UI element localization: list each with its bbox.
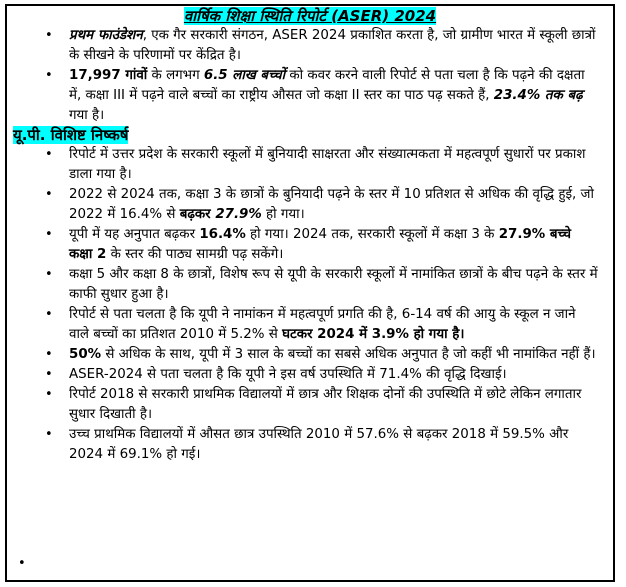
item-text: उच्च प्राथमिक विद्यालयों में औसत छात्र उपस्थिति 2010 में 57.6% से बढ़कर 2018 में 59.5% और 2024 में 69.1% हो गई।: [69, 427, 569, 462]
list-item: [7, 345, 613, 365]
item-text: रिपोर्ट 2018 से सरकारी प्राथमिक विद्यालयों में छात्र और शिक्षक दोनों की उपस्थिति में छोटे लेकिन लगातार सुधार दिखाती है।: [69, 387, 582, 422]
item-text: , एक गैर सरकारी संगठन, ASER 2024 प्रकाशित करता है, जो ग्रामीण भारत में स्कूली छात्रों के सीखने के परिणामों पर केंद्रित है।: [69, 28, 596, 63]
item-text: रिपोर्ट में उत्तर प्रदेश के सरकारी स्कूलों में बुनियादी साक्षरता और संख्यात्मकता में महत्वपूर्ण सुधारों पर प्रकाश डाला गया है।: [69, 147, 586, 182]
bullet-icon: •: [45, 427, 53, 442]
item-text: बढ़कर: [179, 207, 216, 222]
list-item: [7, 145, 613, 185]
bullet-icon: •: [45, 267, 53, 282]
item-text: 23.4% तक बढ़: [493, 88, 583, 103]
item-text: 2022 से 2024 तक, कक्षा 3 के छात्रों के बुनियादी पढ़ने के स्तर में 10 प्रतिशत से अधिक की वृद्धि हुई, जो 2022 में 16.4% से: [69, 187, 594, 222]
bullet-icon: •: [45, 227, 53, 242]
empty-bullet: •: [18, 556, 26, 571]
list-item: [7, 365, 613, 385]
item-text: यूपी में यह अनुपात बढ़कर: [69, 227, 200, 242]
bullet-icon: •: [45, 367, 53, 382]
item-text: 27.9%: [215, 207, 262, 222]
item-text: प्रथम फाउंडेशन: [69, 28, 143, 43]
list-item: [7, 305, 613, 345]
list-item: [7, 385, 613, 425]
list-item: [7, 265, 613, 305]
document-title: [7, 7, 613, 26]
bullet-icon: •: [45, 28, 53, 43]
bullet-icon: •: [45, 307, 53, 322]
bullet-icon: •: [45, 347, 53, 362]
bullet-icon: •: [45, 387, 53, 402]
item-text: के स्तर की पाठ्य सामग्री पढ़ सकेंगे।: [106, 247, 284, 262]
document-frame: [5, 4, 615, 582]
list-item: [7, 185, 613, 225]
item-text: से अधिक के साथ, यूपी में 3 साल के बच्चों का सबसे अधिक अनुपात है जो कहीं भी नामांकित नहीं हैं।: [101, 347, 596, 362]
item-text: हो गया।: [261, 207, 305, 222]
item-text: को कवर करने वाली रिपोर्ट से पता चला है कि पढ़ने की दक्षता में, कक्षा III में पढ़ने वाले बच्चों का राष्ट्रीय औसत जो कक्षा II स्तर का पाठ पढ़ सकते हैं,: [69, 68, 585, 103]
item-text: हो गया। 2024 तक, सरकारी स्कूलों में कक्षा 3 के: [245, 227, 499, 242]
item-text: के लगभग: [147, 68, 204, 83]
item-text: 27.9% बच्चे कक्षा 2: [69, 227, 572, 262]
list-item: [7, 225, 613, 265]
section-heading: [7, 126, 613, 145]
item-text: 6.5 लाख बच्चों: [203, 68, 286, 83]
item-text: गया है।: [69, 108, 105, 123]
item-text: ASER-2024 से पता चलता है कि यूपी ने इस वर्ष उपस्थिति में 71.4% की वृद्धि दिखाई।: [69, 367, 507, 382]
section-heading-text: यू.पी. विशिष्ट निष्कर्ष: [13, 126, 129, 144]
item-text: 17,997 गांवों: [69, 68, 148, 83]
item-text: 50%: [69, 347, 102, 362]
list-item: [7, 26, 613, 66]
item-text: घटकर 2024 में 3.9% हो गया है।: [282, 327, 465, 342]
bullet-icon: •: [45, 68, 53, 83]
item-text: रिपोर्ट से पता चलता है कि यूपी ने नामांकन में महत्वपूर्ण प्रगति की है, 6-14 वर्ष की आयु के स्कूल न जाने वाले बच्चों का प्रतिशत 2010 में 5.2% से: [69, 307, 576, 342]
bullet-icon: •: [45, 187, 53, 202]
item-text: कक्षा 5 और कक्षा 8 के छात्रों, विशेष रूप से यूपी के सरकारी स्कूलों में नामांकित छात्रों के बीच पढ़ने के स्तर में काफी सुधार हुआ है।: [69, 267, 598, 302]
bullet-icon: •: [45, 147, 53, 162]
item-text: 16.4%: [199, 227, 246, 242]
intro-list: [7, 26, 613, 126]
up-findings-list: [7, 145, 613, 465]
title-text: वार्षिक शिक्षा स्थिति रिपोर्ट (ASER) 2024: [183, 7, 437, 25]
list-item: [7, 66, 613, 126]
list-item: [7, 425, 613, 465]
